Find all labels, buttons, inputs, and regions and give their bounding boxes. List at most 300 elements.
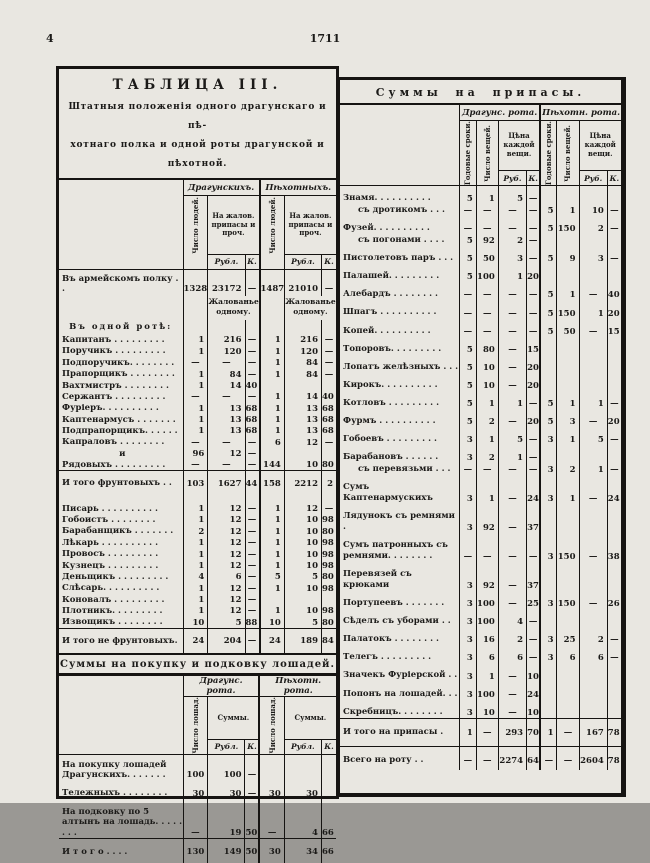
table-row: [59, 838, 336, 863]
cell: —: [208, 357, 245, 368]
row-label: Поручикъ . . . . . . . . .: [62, 346, 166, 357]
table-row: [340, 234, 621, 246]
cell: —: [460, 319, 477, 337]
column-kopecks: К.: [245, 739, 259, 754]
cell: 12: [208, 496, 245, 514]
cell: 24: [527, 475, 541, 504]
cell: —: [460, 300, 477, 318]
subtitle-line: пѣхотной.: [167, 159, 228, 169]
cell: 1: [260, 391, 285, 402]
cell: 78: [607, 746, 621, 770]
row-label: Извощикъ . . . . . . . .: [62, 617, 163, 628]
row-label: Прапорщикъ . . . . . . . .: [62, 369, 175, 380]
cell: 26: [607, 591, 621, 609]
cell: 1: [183, 380, 208, 391]
table-row: [59, 628, 336, 653]
cell: [557, 504, 579, 533]
staff-table-header: [59, 179, 336, 269]
column-rubles: Руб.: [498, 171, 526, 186]
cell: 3: [557, 409, 579, 427]
column-horse-count: Число лошад.: [190, 697, 200, 754]
cell: —: [498, 533, 526, 562]
column-rubles: Рубл.: [284, 254, 321, 269]
cell: 19: [208, 799, 245, 839]
cell: [284, 320, 321, 334]
cell: 2: [322, 471, 337, 496]
cell: 38: [607, 533, 621, 562]
cell: 50: [476, 246, 498, 264]
cell: 1: [557, 427, 579, 445]
column-kopecks: К.: [607, 171, 621, 186]
cell: 23172: [208, 269, 245, 296]
cell: —: [476, 216, 498, 234]
table-row: [59, 269, 336, 296]
cell: —: [208, 459, 245, 471]
cell: 1: [260, 560, 285, 571]
table-row: [59, 459, 336, 471]
table-row: [340, 746, 621, 770]
cell: 103: [183, 471, 208, 496]
table-row: [59, 471, 336, 496]
cell: —: [607, 246, 621, 264]
cell: —: [579, 282, 607, 300]
cell: [607, 445, 621, 463]
cell: 92: [476, 504, 498, 533]
cell: 1: [260, 537, 285, 548]
row-label: Котловъ . . . . . . . . .: [343, 397, 440, 408]
cell: 13: [208, 414, 245, 425]
cell: 2: [579, 216, 607, 234]
cell: 98: [322, 605, 337, 616]
cell: —: [557, 718, 579, 746]
cell: 216: [208, 334, 245, 345]
column-item-price: Цѣна каждой вещи.: [579, 121, 621, 171]
table-row: [340, 627, 621, 645]
cell: 2: [579, 627, 607, 645]
row-label: Въ армейскомъ полку . .: [62, 273, 179, 294]
table-row: [340, 264, 621, 282]
cell: 1: [260, 514, 285, 525]
cell: 10: [476, 373, 498, 391]
cell: —: [245, 754, 259, 780]
column-people-count: Число людей.: [267, 196, 277, 254]
row-label: Барабанщикъ . . . . . . .: [62, 526, 174, 537]
cell: [579, 337, 607, 355]
cell: 20: [607, 409, 621, 427]
table-row: [59, 594, 336, 605]
cell: —: [498, 319, 526, 337]
column-group-dragoon-company: Драгунс. рота.: [460, 104, 541, 121]
cell: —: [476, 204, 498, 216]
row-label: Каптенармусъ . . . . . . .: [62, 414, 176, 425]
row-label: Лѣкарь . . . . . . . . . .: [62, 537, 159, 548]
cell: —: [607, 204, 621, 216]
column-annual-terms: Годовые сроки.: [544, 121, 554, 186]
cell: 10: [527, 663, 541, 681]
cell: 1: [557, 391, 579, 409]
cell: [321, 754, 336, 780]
cell: —: [245, 605, 259, 616]
cell: 1: [579, 463, 607, 475]
table-row: [340, 391, 621, 409]
cell: [540, 504, 557, 533]
row-label: Рядовыхъ . . . . . . . . .: [62, 460, 166, 471]
cell: 3: [498, 246, 526, 264]
table-row: [59, 571, 336, 582]
cell: [579, 663, 607, 681]
table-row: [340, 186, 621, 205]
staff-panel: [56, 66, 339, 858]
cell: —: [460, 463, 477, 475]
cell: 44: [245, 471, 259, 496]
cell: [607, 663, 621, 681]
row-label: Фузей. . . . . . . . . .: [343, 223, 430, 234]
cell: —: [498, 700, 526, 719]
cell: —: [607, 391, 621, 409]
cell: [322, 380, 337, 391]
cell: 5: [540, 282, 557, 300]
cell: [260, 380, 285, 391]
cell: 2: [557, 463, 579, 475]
cell: 12: [208, 448, 245, 459]
row-label: Знамя. . . . . . . . . .: [343, 193, 431, 204]
cell: —: [322, 345, 337, 356]
cell: [557, 373, 579, 391]
cell: 13: [208, 402, 245, 413]
cell: —: [245, 548, 259, 559]
cell: 1: [476, 663, 498, 681]
cell: 149: [208, 838, 245, 863]
salary-note: Жалованье одному.: [208, 296, 260, 320]
cell: 5: [460, 391, 477, 409]
cell: 98: [322, 514, 337, 525]
cell: 10: [284, 514, 321, 525]
cell: 1: [260, 357, 285, 368]
cell: [245, 320, 259, 334]
cell: [540, 186, 557, 205]
cell: 5: [460, 337, 477, 355]
supplies-section-title: Суммы на припасы.: [375, 86, 586, 99]
cell: —: [245, 780, 259, 798]
cell: [557, 562, 579, 591]
row-label: Фуріеръ. . . . . . . . . .: [62, 403, 159, 414]
cell: 4: [183, 571, 208, 582]
table-row: [59, 537, 336, 548]
row-label: Гобоевъ . . . . . . . . .: [343, 433, 437, 444]
cell: —: [245, 334, 259, 345]
cell: 68: [245, 402, 259, 413]
cell: 2: [498, 627, 526, 645]
cell: 9: [557, 246, 579, 264]
cell: 3: [540, 533, 557, 562]
table-row: [59, 357, 336, 368]
column-kopecks: К.: [245, 254, 259, 269]
cell: 1: [183, 582, 208, 593]
cell: [322, 448, 337, 459]
table-row: [59, 754, 336, 780]
table-row: [59, 514, 336, 525]
cell: —: [183, 799, 208, 839]
cell: —: [527, 246, 541, 264]
cell: 3: [540, 427, 557, 445]
cell: 2: [476, 445, 498, 463]
cell: [607, 186, 621, 205]
cell: —: [527, 645, 541, 663]
row-label: И т о г о . . . .: [59, 838, 183, 863]
cell: 92: [476, 562, 498, 591]
cell: 1: [183, 514, 208, 525]
cell: —: [208, 391, 245, 402]
cell: —: [476, 718, 498, 746]
table-row: [59, 448, 336, 459]
cell: [322, 594, 337, 605]
column-horse-count: Число лошад.: [267, 697, 277, 754]
cell: 10: [527, 700, 541, 719]
cell: 3: [460, 645, 477, 663]
cell: [557, 663, 579, 681]
cell: —: [476, 319, 498, 337]
table-row: [340, 355, 621, 373]
cell: 189: [284, 628, 321, 653]
column-people-count: Число людей.: [190, 196, 200, 254]
cell: 1: [476, 391, 498, 409]
cell: [260, 594, 285, 605]
row-label: Въ одной ротѣ:: [69, 321, 173, 332]
cell: 1: [183, 368, 208, 379]
cell: 25: [557, 627, 579, 645]
cell: 96: [183, 448, 208, 459]
cell: 98: [322, 548, 337, 559]
cell: —: [498, 475, 526, 504]
cell: 1: [498, 391, 526, 409]
table-row: [340, 246, 621, 264]
cell: 14: [284, 391, 321, 402]
cell: 150: [557, 591, 579, 609]
cell: —: [245, 594, 259, 605]
cell: [579, 355, 607, 373]
cell: 13: [208, 425, 245, 436]
cell: 100: [476, 682, 498, 700]
cell: [557, 609, 579, 627]
cell: —: [498, 562, 526, 591]
cell: —: [607, 463, 621, 475]
row-label: Подпрапорщикъ. . . . . .: [62, 425, 178, 436]
cell: 68: [245, 425, 259, 436]
cell: 3: [540, 463, 557, 475]
cell: 1: [183, 334, 208, 345]
page-number: 4: [46, 32, 54, 45]
cell: 12: [208, 560, 245, 571]
cell: —: [245, 628, 259, 653]
cell: 150: [557, 216, 579, 234]
cell: 20: [607, 300, 621, 318]
table-row: [59, 436, 336, 447]
column-kopecks: К.: [321, 739, 336, 754]
cell: 5: [460, 355, 477, 373]
cell: 12: [208, 605, 245, 616]
cell: —: [498, 504, 526, 533]
cell: 24: [260, 628, 285, 653]
cell: 16: [476, 627, 498, 645]
cell: 12: [284, 436, 321, 447]
row-label: Портупеевъ . . . . . . .: [343, 598, 445, 609]
cell: 1: [460, 718, 477, 746]
cell: [579, 234, 607, 246]
cell: 50: [245, 838, 259, 863]
cell: 1487: [260, 269, 285, 296]
cell: [260, 448, 285, 459]
cell: —: [322, 496, 337, 514]
cell: [260, 320, 285, 334]
row-label: Копей. . . . . . . . . .: [343, 325, 431, 336]
cell: 68: [245, 414, 259, 425]
table-title: ТАБЛИЦА III.: [112, 77, 283, 93]
row-label: съ перевязьми . . .: [358, 463, 451, 474]
column-salary: На жалов. припасы и проч.: [284, 196, 336, 255]
cell: —: [498, 409, 526, 427]
cell: —: [476, 746, 498, 770]
cell: —: [245, 560, 259, 571]
cell: 3: [540, 591, 557, 609]
cell: 12: [208, 594, 245, 605]
column-group-dragoon-company: Драгунс. рота.: [183, 675, 259, 697]
cell: —: [245, 496, 259, 514]
column-group-infantry-company: Пѣхотн. рота.: [259, 675, 336, 697]
row-label: Деньщикъ . . . . . . . . .: [62, 571, 169, 582]
cell: 64: [527, 746, 541, 770]
row-label: Барабановъ . . . . . .: [343, 451, 439, 462]
cell: —: [498, 663, 526, 681]
cell: —: [527, 186, 541, 205]
table-row: [340, 204, 621, 216]
cell: 1: [183, 605, 208, 616]
cell: 1: [540, 718, 557, 746]
row-label: съ погонами . . . .: [358, 235, 445, 246]
row-label: И того фрунтовыхъ . .: [59, 471, 183, 496]
cell: [607, 264, 621, 282]
cell: 1: [260, 605, 285, 616]
cell: 204: [208, 628, 245, 653]
supplies-panel: [337, 77, 626, 797]
cell: 24: [607, 475, 621, 504]
row-label: Попонъ на лошадей. . .: [343, 688, 458, 699]
cell: —: [460, 204, 477, 216]
table-row: [59, 799, 336, 839]
cell: 13: [284, 414, 321, 425]
cell: —: [460, 533, 477, 562]
staff-table: [59, 178, 336, 653]
column-group-infantry-company: Пѣхотн. рота.: [540, 104, 621, 121]
salary-note: Жалованье одному.: [284, 296, 336, 320]
table-row: [340, 282, 621, 300]
row-label: И того на припасы .: [340, 718, 460, 746]
cell: —: [460, 746, 477, 770]
cell: 4: [284, 799, 321, 839]
column-item-count: Число вещей.: [482, 124, 492, 182]
cell: 3: [460, 562, 477, 591]
cell: [259, 754, 284, 780]
table-row: [340, 562, 621, 591]
cell: 30: [259, 838, 284, 863]
cell: [579, 445, 607, 463]
cell: 20: [527, 264, 541, 282]
cell: —: [322, 269, 337, 296]
cell: 92: [476, 234, 498, 246]
cell: 88: [245, 616, 259, 628]
cell: 50: [557, 319, 579, 337]
row-label: Провосъ . . . . . . . . .: [62, 549, 159, 560]
row-label: Фурмъ . . . . . . . . . .: [343, 415, 436, 426]
row-label: Телегъ . . . . . . . . .: [343, 652, 432, 663]
cell: —: [322, 436, 337, 447]
cell: [579, 373, 607, 391]
cell: 12: [208, 525, 245, 536]
cell: 5: [284, 571, 321, 582]
cell: 100: [476, 609, 498, 627]
table-row: [340, 300, 621, 318]
cell: —: [527, 204, 541, 216]
cell: 3: [460, 591, 477, 609]
cell: —: [498, 300, 526, 318]
row-label: Сумъ Каптенармускихъ: [343, 481, 433, 503]
cell: 3: [460, 663, 477, 681]
cell: [607, 700, 621, 719]
cell: 37: [527, 562, 541, 591]
cell: [183, 320, 208, 334]
cell: —: [183, 357, 208, 368]
column-item-price: Цѣна каждой вещи.: [498, 121, 540, 171]
cell: [557, 445, 579, 463]
cell: 1: [476, 427, 498, 445]
cell: 80: [476, 337, 498, 355]
cell: —: [527, 300, 541, 318]
cell: 5: [540, 409, 557, 427]
cell: —: [498, 337, 526, 355]
cell: 3: [540, 475, 557, 504]
cell: —: [607, 627, 621, 645]
subtitle-line: Штатныя положенія одного драгунскаго и пѣ-: [68, 102, 327, 131]
cell: —: [498, 373, 526, 391]
cell: 12: [208, 582, 245, 593]
cell: —: [259, 799, 284, 839]
row-label: На покупку лошадей Драгунскихъ. . . . . . .: [62, 759, 167, 781]
cell: 30: [284, 780, 321, 798]
cell: [579, 682, 607, 700]
cell: 1: [260, 368, 285, 379]
cell: —: [498, 282, 526, 300]
cell: —: [498, 682, 526, 700]
cell: 158: [260, 471, 285, 496]
cell: 5: [498, 427, 526, 445]
cell: [322, 320, 337, 334]
table-row: [340, 337, 621, 355]
cell: [607, 609, 621, 627]
cell: 3: [460, 627, 477, 645]
row-label: Сумъ патронныхъ съ ремнями. . . . . . . .: [343, 540, 448, 562]
cell: 98: [322, 537, 337, 548]
cell: 25: [527, 591, 541, 609]
cell: —: [579, 475, 607, 504]
cell: 84: [322, 628, 337, 653]
cell: 2: [476, 409, 498, 427]
cell: 3: [460, 504, 477, 533]
cell: 34: [284, 838, 321, 863]
cell: [540, 337, 557, 355]
cell: 13: [284, 425, 321, 436]
cell: 5: [460, 246, 477, 264]
cell: 37: [527, 504, 541, 533]
table-row: [340, 427, 621, 445]
